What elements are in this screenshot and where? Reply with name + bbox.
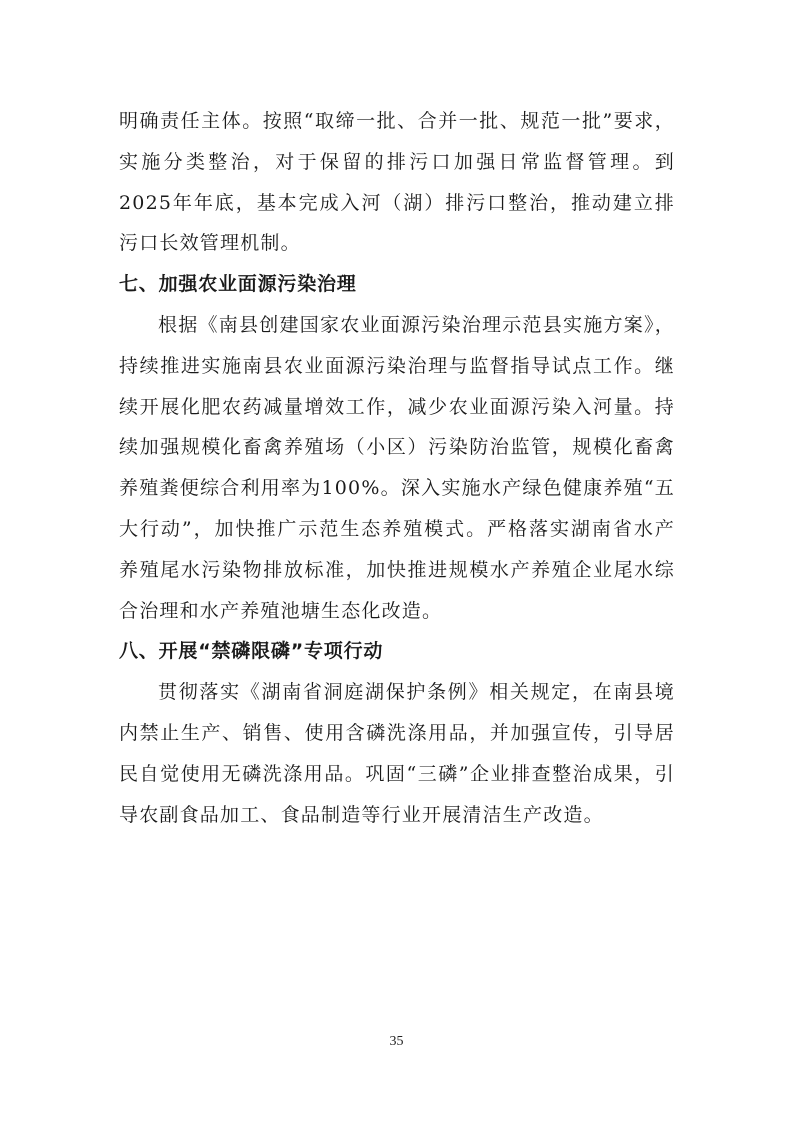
page-number: 35 — [389, 1034, 404, 1049]
section-heading-phosphorus-ban: 八、开展“禁磷限磷”专项行动 — [119, 640, 384, 663]
paragraph-outfall-management: 明确责任主体。按照“取缔一批、合并一批、规范一批”要求，实施分类整治，对于保留的排污口加强日常监督管理。到2025年年底，基本完成入河（湖）排污口整治，推动建立排污口长效管理机制。 — [119, 110, 675, 255]
section-heading-agricultural-pollution: 七、加强农业面源污染治理 — [119, 273, 357, 296]
paragraph-phosphorus-ban: 贯彻落实《湖南省洞庭湖保护条例》相关规定，在南县境内禁止生产、销售、使用含磷洗涤用品，并加强宣传，引导居民自觉使用无磷洗涤用品。巩固“三磷”企业排查整治成果，引导农副食品加工、食品制造等行业开展清洁生产改造。 — [119, 681, 675, 826]
page-body — [119, 101, 675, 835]
paragraph-agricultural-pollution: 根据《南县创建国家农业面源污染治理示范县实施方案》，持续推进实施南县农业面源污染治理与监督指导试点工作。继续开展化肥农药减量增效工作，减少农业面源污染入河量。持续加强规模化畜禽养殖场（小区）污染防治监管，规模化畜禽养殖粪便综合利用率为100%。深入实施水产绿色健康养殖“五大行动”，加快推广示范生态养殖模式。严格落实湖南省水产养殖尾水污染物排放标准，加快推进规模水产养殖企业尾水综合治理和水产养殖池塘生态化改造。 — [119, 313, 675, 622]
